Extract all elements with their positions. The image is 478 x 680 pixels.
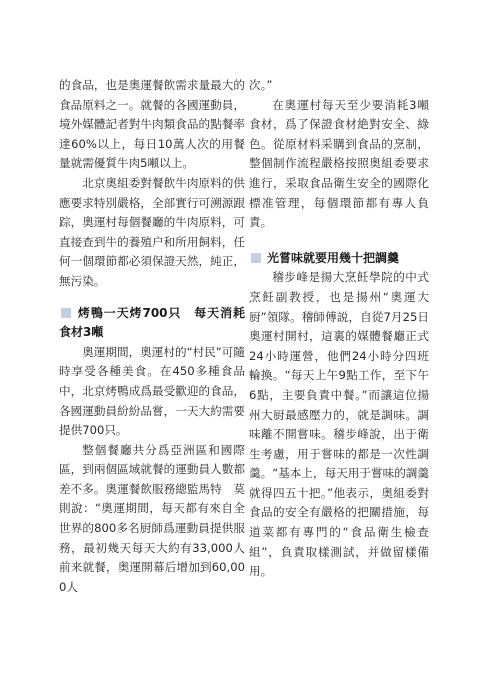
section-heading-text: 烤鴨一天烤700只 每天消耗食材3噸 [59,305,245,340]
right-column [249,76,429,582]
body-paragraph: 的食品，也是奧運餐飲需求量最大的食品原料之一。就餐的各國運動員，境外媒體記者對牛肉類食品的點餐率達60%以上，每日10萬人次的用餐量就需優質牛肉5噸以上。 [59,78,245,171]
left-column [59,76,245,597]
body-paragraph: 次。” [249,78,273,92]
heading-square-icon [251,253,261,263]
section-heading [59,304,245,343]
section-heading-text: 光嘗味就要用幾十把調羹 [267,250,400,265]
section-heading [249,249,429,269]
body-paragraph: 奧運期間，奧運村的“村民”可隨時享受各種美食。在450多種食品中，北京烤鴨成爲最受歡迎的食品，各國運動員紛紛品嘗，一天大約需要提供700只。 [59,344,245,438]
body-paragraph: 整個餐廳共分爲亞洲區和國際區，到兩個區域就餐的運動員人數都差不多。奧運餐飲服務總監馬特 莫則說：“奧運期間，每天都有來自全世界的800多名厨師爲運動員提供服務，最初幾天每天大約有33,000人前来就餐，奥運開幕后增加到60,000人 [59,442,245,594]
body-paragraph: 北京奧組委對餐飲牛肉原料的供應要求特別嚴格，全部實行可溯源跟踪，奧運村每個餐廳的牛肉原料，可直接查到牛的養殖户和所用飼料，任何一個環節都必須保證天然，純正，無污染。 [59,175,245,288]
heading-square-icon [61,308,71,318]
body-paragraph: 在奧運村每天至少要消耗3噸食材，爲了保證食材絶對安全、綠色。從原材料采購到食品的烹制，整個制作流程嚴格按照奥組委要求進行，采取食品衛生安全的國際化標准管理，每個環節都有專人負責。 [249,97,429,230]
body-paragraph: 稽步峰是揚大烹飪學院的中式烹飪副教授，也是揚州“奧運大厨”領隊。稽師傅説，自從7月25日奧運村開村，這裏的媒體餐廳正式24小時運營，他們24小時分四班輪換。“每天上午9點工作，至下午6點，主要負責中餐。”而讓這位揚州大厨最感壓力的，就是調味。調味離不開嘗味。稽步峰說，出于衛生考慮，用于嘗味的都是一次性調羹。“基本上，每天用于嘗味的調羹就得四五十把。”他表示，奥組委對食品的安全有嚴格的把關措施，每道菜都有專門的“食品衛生檢查組”，負責取樣測試，并做留樣備用。 [249,270,429,579]
